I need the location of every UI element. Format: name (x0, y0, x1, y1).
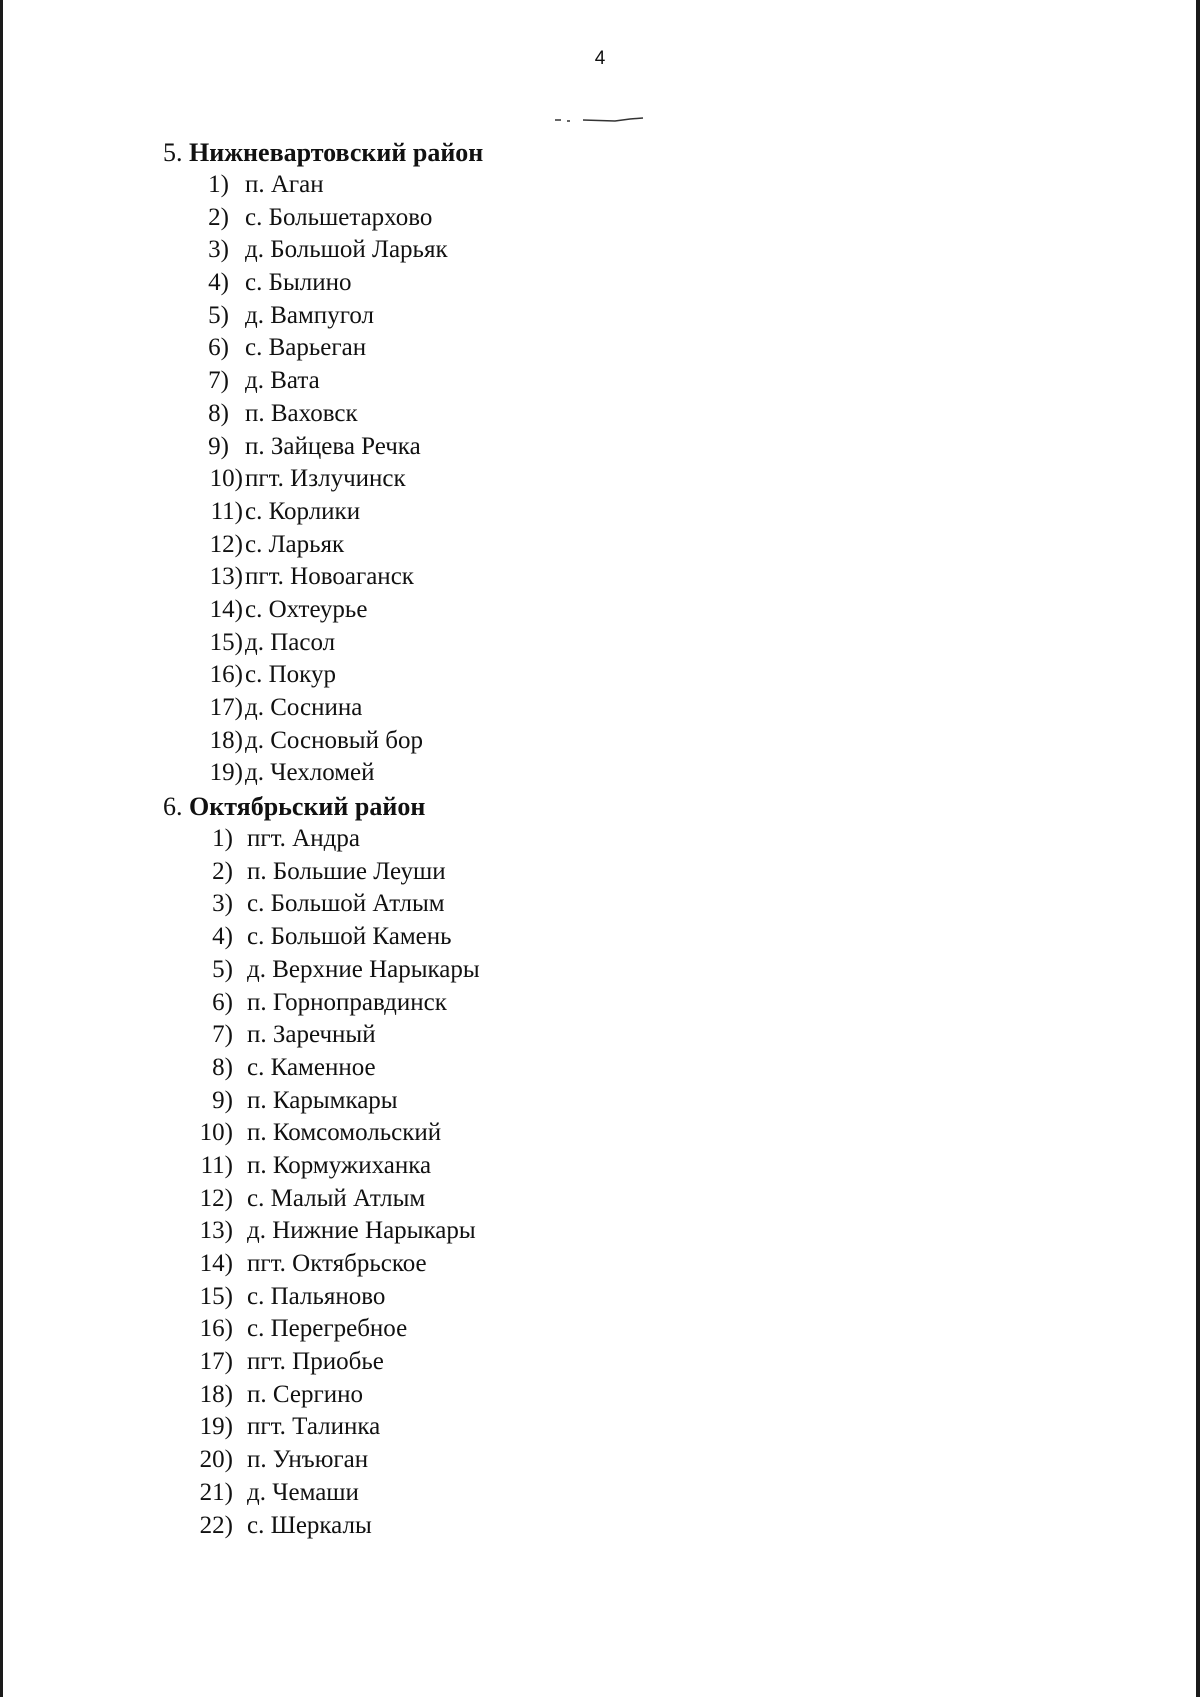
list-item (163, 561, 1063, 594)
item-number: 4) (212, 923, 233, 951)
item-number: 12) (199, 1184, 233, 1212)
settlement-name: д. Большой Ларьяк (245, 236, 448, 264)
list-item (163, 1444, 1063, 1477)
item-number: 12) (209, 530, 243, 558)
item-number: 3) (208, 236, 229, 264)
list-item (163, 1019, 1063, 1052)
item-number: 16) (209, 661, 243, 689)
item-number: 16) (199, 1315, 233, 1343)
settlement-name: с. Былино (245, 269, 352, 297)
item-number: 19) (199, 1413, 233, 1441)
list-item (163, 169, 1063, 202)
list-item (163, 1411, 1063, 1444)
list-item (163, 1281, 1063, 1314)
section-heading (163, 136, 1063, 169)
settlement-name: с. Малый Атлым (247, 1184, 426, 1212)
settlement-name: с. Варьеган (245, 334, 367, 362)
settlement-name: с. Ларьяк (245, 530, 345, 558)
settlement-name: п. Ваховск (245, 399, 358, 427)
settlement-name: д. Верхние Нарыкары (247, 955, 480, 983)
settlement-name: д. Вата (245, 367, 320, 395)
list-item (163, 594, 1063, 627)
item-number: 7) (208, 367, 229, 395)
section-oktyabrsky (163, 790, 1063, 1542)
list-item (163, 888, 1063, 921)
item-number: 14) (209, 595, 243, 623)
item-number: 6) (208, 334, 229, 362)
section-title: Октябрьский район (189, 792, 426, 822)
list-item (163, 1150, 1063, 1183)
list-item (163, 267, 1063, 300)
settlement-name: пгт. Октябрьское (247, 1250, 427, 1277)
settlement-name: п. Зайцева Речка (245, 432, 421, 460)
list-item (163, 823, 1063, 856)
item-number: 1) (208, 171, 229, 198)
list-item (163, 1085, 1063, 1118)
settlement-name: с. Каменное (247, 1053, 376, 1081)
item-number: 13) (199, 1217, 233, 1245)
list-item (163, 987, 1063, 1020)
settlement-name: с. Охтеурье (245, 595, 368, 623)
settlement-name: п. Горноправдинск (247, 988, 447, 1016)
item-number: 10) (199, 1119, 233, 1147)
document-content (163, 136, 1063, 1542)
item-number: 11) (210, 497, 243, 525)
item-number: 2) (208, 203, 229, 231)
item-number: 14) (199, 1250, 233, 1277)
item-number: 8) (208, 399, 229, 427)
settlement-name: пгт. Андра (247, 825, 360, 853)
item-number: 17) (199, 1348, 233, 1376)
list-item (163, 1183, 1063, 1216)
settlement-name: п. Комсомольский (247, 1119, 442, 1147)
list-item (163, 1346, 1063, 1379)
settlement-name: д. Чемаши (247, 1478, 359, 1506)
list-item (163, 692, 1063, 725)
scan-artifact-mark (555, 117, 645, 123)
list-item (163, 398, 1063, 431)
scan-edge-right (1196, 0, 1200, 1697)
settlement-name: д. Вампугол (245, 301, 374, 329)
settlement-list (163, 169, 1063, 790)
list-item (163, 202, 1063, 235)
settlement-name: пгт. Талинка (247, 1413, 381, 1441)
item-number: 6) (212, 988, 233, 1016)
settlement-name: п. Аган (245, 171, 324, 198)
settlement-name: п. Кормужиханка (247, 1151, 432, 1179)
list-item (163, 1248, 1063, 1281)
settlement-name: пгт. Новоаганск (245, 563, 414, 591)
list-item (163, 659, 1063, 692)
list-item (163, 1510, 1063, 1543)
list-item (163, 496, 1063, 529)
list-item (163, 431, 1063, 464)
settlement-name: п. Заречный (247, 1021, 376, 1049)
list-item (163, 954, 1063, 987)
settlement-name: п. Карымкары (247, 1086, 398, 1114)
settlement-name: с. Покур (245, 661, 336, 689)
item-number: 4) (208, 269, 229, 297)
item-number: 20) (199, 1446, 233, 1474)
list-item (163, 725, 1063, 758)
item-number: 1) (212, 825, 233, 853)
item-number: 7) (212, 1021, 233, 1049)
settlement-name: д. Соснина (245, 694, 363, 721)
item-number: 8) (212, 1053, 233, 1081)
list-item (163, 1477, 1063, 1510)
item-number: 22) (199, 1511, 233, 1539)
list-item (163, 627, 1063, 660)
settlement-name: с. Корлики (245, 497, 361, 525)
item-number: 10) (209, 465, 243, 493)
section-number: 6. (163, 792, 183, 822)
item-number: 5) (208, 301, 229, 329)
settlement-list (163, 823, 1063, 1542)
list-item (163, 1379, 1063, 1412)
settlement-name: с. Большой Камень (247, 923, 452, 951)
settlement-name: п. Унъюган (247, 1446, 369, 1474)
item-number: 15) (209, 628, 243, 656)
item-number: 18) (199, 1380, 233, 1408)
list-item (163, 332, 1063, 365)
page-number: 4 (594, 48, 606, 69)
list-item (163, 1052, 1063, 1085)
section-title: Нижневартовский район (189, 138, 484, 167)
settlement-name: д. Пасол (245, 628, 336, 656)
item-number: 5) (212, 955, 233, 983)
settlement-name: с. Большетархово (245, 203, 433, 231)
settlement-name: с. Шеркалы (247, 1511, 372, 1539)
settlement-name: п. Большие Леуши (247, 857, 446, 885)
item-number: 13) (209, 563, 243, 591)
list-item (163, 365, 1063, 398)
list-item (163, 921, 1063, 954)
list-item (163, 300, 1063, 333)
settlement-name: д. Нижние Нарыкары (247, 1217, 476, 1245)
item-number: 15) (199, 1282, 233, 1310)
item-number: 11) (200, 1151, 233, 1179)
list-item (163, 1215, 1063, 1248)
item-number: 3) (212, 890, 233, 918)
settlement-name: пгт. Излучинск (245, 465, 406, 493)
settlement-name: д. Сосновый бор (245, 726, 423, 754)
settlement-name: с. Перегребное (247, 1315, 408, 1343)
list-item (163, 757, 1063, 790)
settlement-name: с. Большой Атлым (247, 890, 445, 918)
item-number: 9) (208, 432, 229, 460)
section-number: 5. (163, 138, 183, 167)
item-number: 9) (212, 1086, 233, 1114)
settlement-name: п. Сергино (247, 1380, 363, 1408)
list-item (163, 234, 1063, 267)
section-nizhnevartovsky (163, 136, 1063, 790)
list-item (163, 856, 1063, 889)
list-item (163, 1313, 1063, 1346)
item-number: 18) (209, 726, 243, 754)
list-item (163, 529, 1063, 562)
list-item (163, 1117, 1063, 1150)
item-number: 2) (212, 857, 233, 885)
item-number: 17) (209, 694, 243, 721)
scan-edge-left (0, 0, 3, 1697)
settlement-name: д. Чехломей (245, 759, 375, 787)
section-heading (163, 790, 1063, 823)
settlement-name: с. Пальяново (247, 1282, 386, 1310)
list-item (163, 463, 1063, 496)
item-number: 21) (199, 1478, 233, 1506)
item-number: 19) (209, 759, 243, 787)
settlement-name: пгт. Приобье (247, 1348, 384, 1376)
